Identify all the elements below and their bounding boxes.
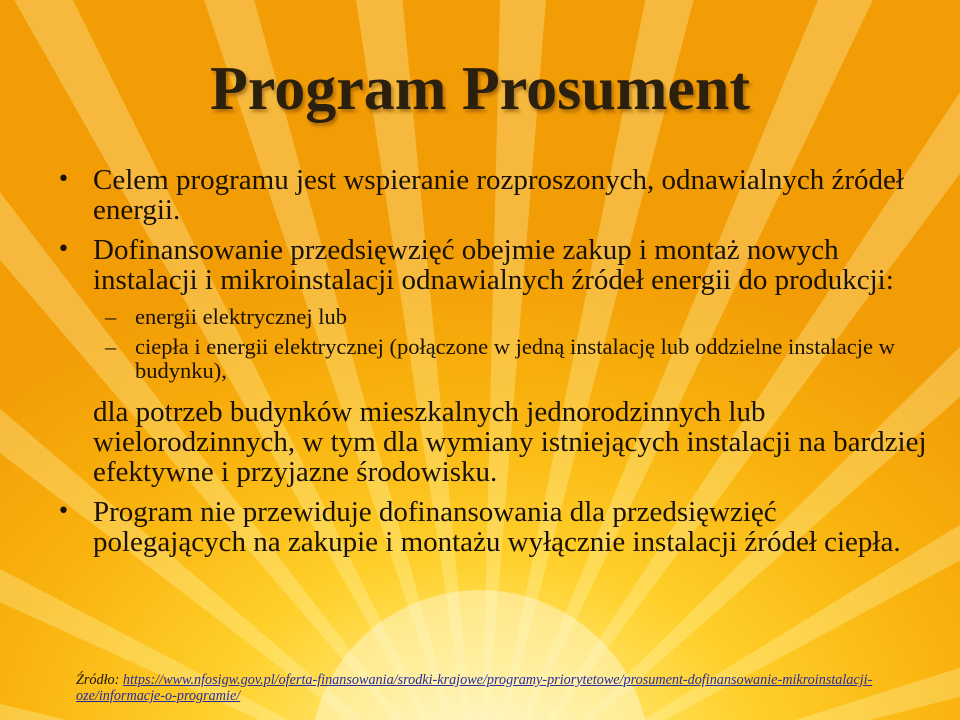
bullet-text: Celem programu jest wspieranie rozproszonych, odnawialnych źródeł energii. — [93, 164, 904, 226]
slide-content — [55, 165, 935, 567]
sub-bullet-text: ciepła i energii elektrycznej (połączone w jedną instalację lub oddzielne instalacje w budynku), — [135, 334, 895, 383]
bullet-item — [55, 497, 935, 557]
sub-bullet-item — [55, 335, 935, 383]
dash-icon: – — [105, 334, 117, 359]
continuation-text: dla potrzeb budynków mieszkalnych jednorodzinnych lub wielorodzinnych, w tym dla wymiany istniejących instalacji na bardziej efektywne i przyjazne środowisku. — [93, 396, 927, 488]
sub-bullet-item — [55, 305, 935, 329]
bullet-text: Dofinansowanie przedsięwzięć obejmie zakup i montaż nowych instalacji i mikroinstalacji odnawialnych źródeł energii do produkcji: — [93, 234, 894, 296]
bullet-icon: • — [57, 499, 70, 524]
bullet-icon: • — [57, 237, 70, 262]
bullet-item — [55, 165, 935, 225]
bullet-text: Program nie przewiduje dofinansowania dla przedsięwzięć polegających na zakupie i montażu wyłącznie instalacji źródeł ciepła. — [93, 496, 901, 558]
bullet-item — [55, 235, 935, 295]
slide-title: Program Prosument — [209, 55, 751, 123]
source-label: Źródło: — [76, 672, 120, 688]
bullet-icon: • — [57, 167, 70, 192]
source-note — [76, 672, 936, 704]
dash-icon: – — [105, 304, 117, 329]
source-link[interactable]: https://www.nfosigw.gov.pl/oferta-finansowania/srodki-krajowe/programy-priorytetowe/prosument-dofinansowanie-mikroinstalacji-oze/informacje-o-programie/ — [76, 672, 873, 704]
sub-bullet-text: energii elektrycznej lub — [135, 304, 347, 329]
